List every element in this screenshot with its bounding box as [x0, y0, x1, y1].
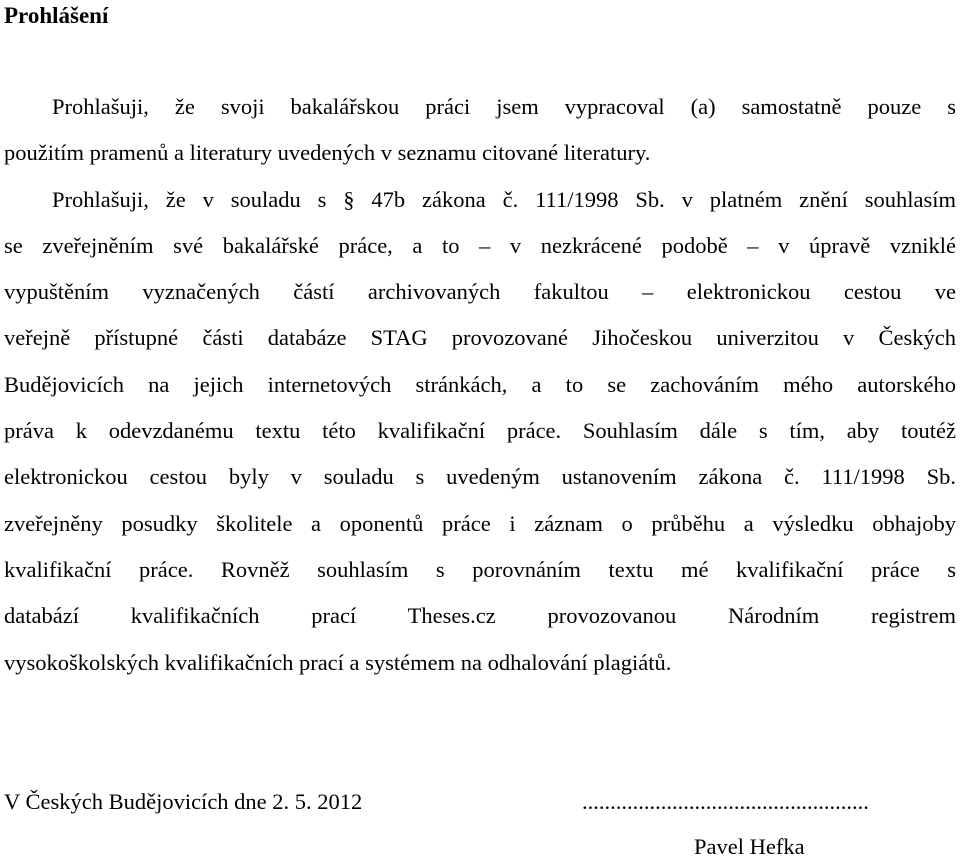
declaration-line: použitím pramenů a literatury uvedených v seznamu citované literatury. — [4, 140, 651, 166]
signature-line: ................................................... — [582, 789, 869, 814]
place-and-date: V Českých Budějovicích dne 2. 5. 2012 — [4, 789, 363, 814]
page-title: Prohlášení — [4, 3, 109, 28]
declaration-line: databází kvalifikačních prací Theses.cz provozovanou Národním registrem — [4, 603, 956, 629]
declaration-line: zveřejněny posudky školitele a oponentů práce i záznam o průběhu a výsledku obhajoby — [4, 510, 956, 536]
declaration-line: veřejně přístupné části databáze STAG provozované Jihočeskou univerzitou v Českých — [4, 325, 956, 351]
signatory-name: Pavel Hefka — [694, 834, 805, 859]
declaration-line: práva k odevzdanému textu této kvalifikační práce. Souhlasím dále s tím, aby toutéž — [4, 418, 956, 444]
declaration-line: Prohlašuji, že v souladu s § 47b zákona č. 111/1998 Sb. v platném znění souhlasím — [52, 186, 956, 212]
declaration-line: elektronickou cestou byly v souladu s uvedeným ustanovením zákona č. 111/1998 Sb. — [4, 464, 956, 490]
declaration-text — [4, 84, 956, 686]
declaration-line: Prohlašuji, že svoji bakalářskou práci jsem vypracoval (a) samostatně pouze s — [52, 94, 956, 119]
declaration-line: Budějovicích na jejich internetových stránkách, a to se zachováním mého autorského — [4, 371, 956, 397]
declaration-line: se zveřejněním své bakalářské práce, a to – v nezkrácené podobě – v úpravě vzniklé — [4, 232, 956, 258]
declaration-line: vypuštěním vyznačených částí archivovaných fakultou – elektronickou cestou ve — [4, 279, 956, 305]
declaration-line: vysokoškolských kvalifikačních prací a systémem na odhalování plagiátů. — [4, 649, 672, 675]
declaration-line: kvalifikační práce. Rovněž souhlasím s porovnáním textu mé kvalifikační práce s — [4, 556, 956, 582]
